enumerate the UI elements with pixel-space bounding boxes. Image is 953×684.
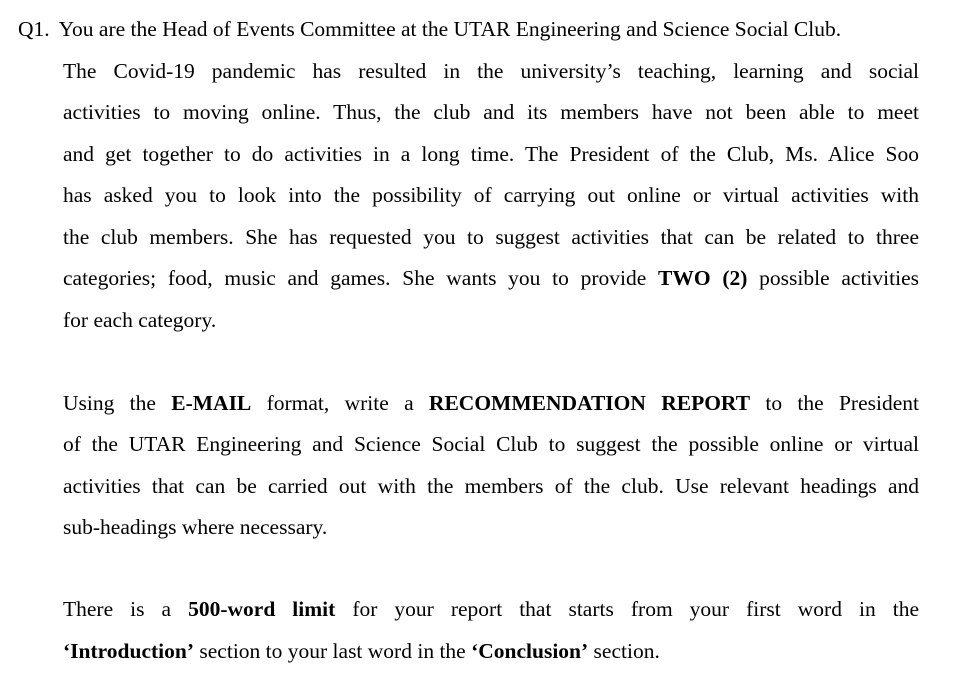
- bold-introduction: ‘Introduction’: [63, 639, 195, 663]
- bold-word-limit: 500-word limit: [188, 597, 336, 621]
- paragraph-1-line: activities to moving online. Thus, the club and its members have not been able to meet: [63, 100, 919, 124]
- bold-conclusion: ‘Conclusion’: [471, 639, 589, 663]
- paragraph-1-line-bold: [63, 268, 919, 290]
- paragraph-1-line: The Covid-19 pandemic has resulted in the university’s teaching, learning and social: [63, 59, 919, 83]
- text-segment: section.: [588, 639, 660, 663]
- text-segment: There is a: [63, 597, 189, 621]
- bold-email: E-MAIL: [171, 391, 252, 415]
- paragraph-2-line: of the UTAR Engineering and Science Social Club to suggest the possible online or virtual: [63, 432, 919, 456]
- bold-two: TWO (2): [658, 266, 748, 290]
- question-first-line: [18, 19, 841, 41]
- question-label: Q1.: [18, 17, 50, 41]
- question-first-text: You are the Head of Events Committee at the UTAR Engineering and Science Social Club.: [58, 17, 842, 41]
- paragraph-1-last-line: for each category.: [63, 308, 217, 332]
- paragraph-1-line: and get together to do activities in a long time. The President of the Club, Ms. Alice Soo: [63, 142, 919, 166]
- text-segment: categories; food, music and games. She wants you to provide: [63, 266, 659, 290]
- text-segment: possible activities: [747, 266, 919, 290]
- text-segment: Using the: [63, 391, 172, 415]
- paragraph-2-line: activities that can be carried out with the members of the club. Use relevant headings and: [63, 474, 919, 498]
- text-segment: section to your last word in the: [194, 639, 472, 663]
- text-segment: for your report that starts from your first word in the: [335, 597, 919, 621]
- paragraph-1-line: has asked you to look into the possibility of carrying out online or virtual activities with: [63, 183, 919, 207]
- bold-recommendation-report: RECOMMENDATION REPORT: [428, 391, 751, 415]
- paragraph-2-line-bold: [63, 393, 919, 415]
- paragraph-3-line-bold: [63, 599, 919, 621]
- text-segment: to the President: [750, 391, 919, 415]
- paragraph-1-line: the club members. She has requested you to suggest activities that can be related to three: [63, 225, 919, 249]
- text-segment: format, write a: [251, 391, 429, 415]
- paragraph-2-last-line: sub-headings where necessary.: [63, 515, 328, 539]
- paragraph-3-last-line: [63, 641, 660, 663]
